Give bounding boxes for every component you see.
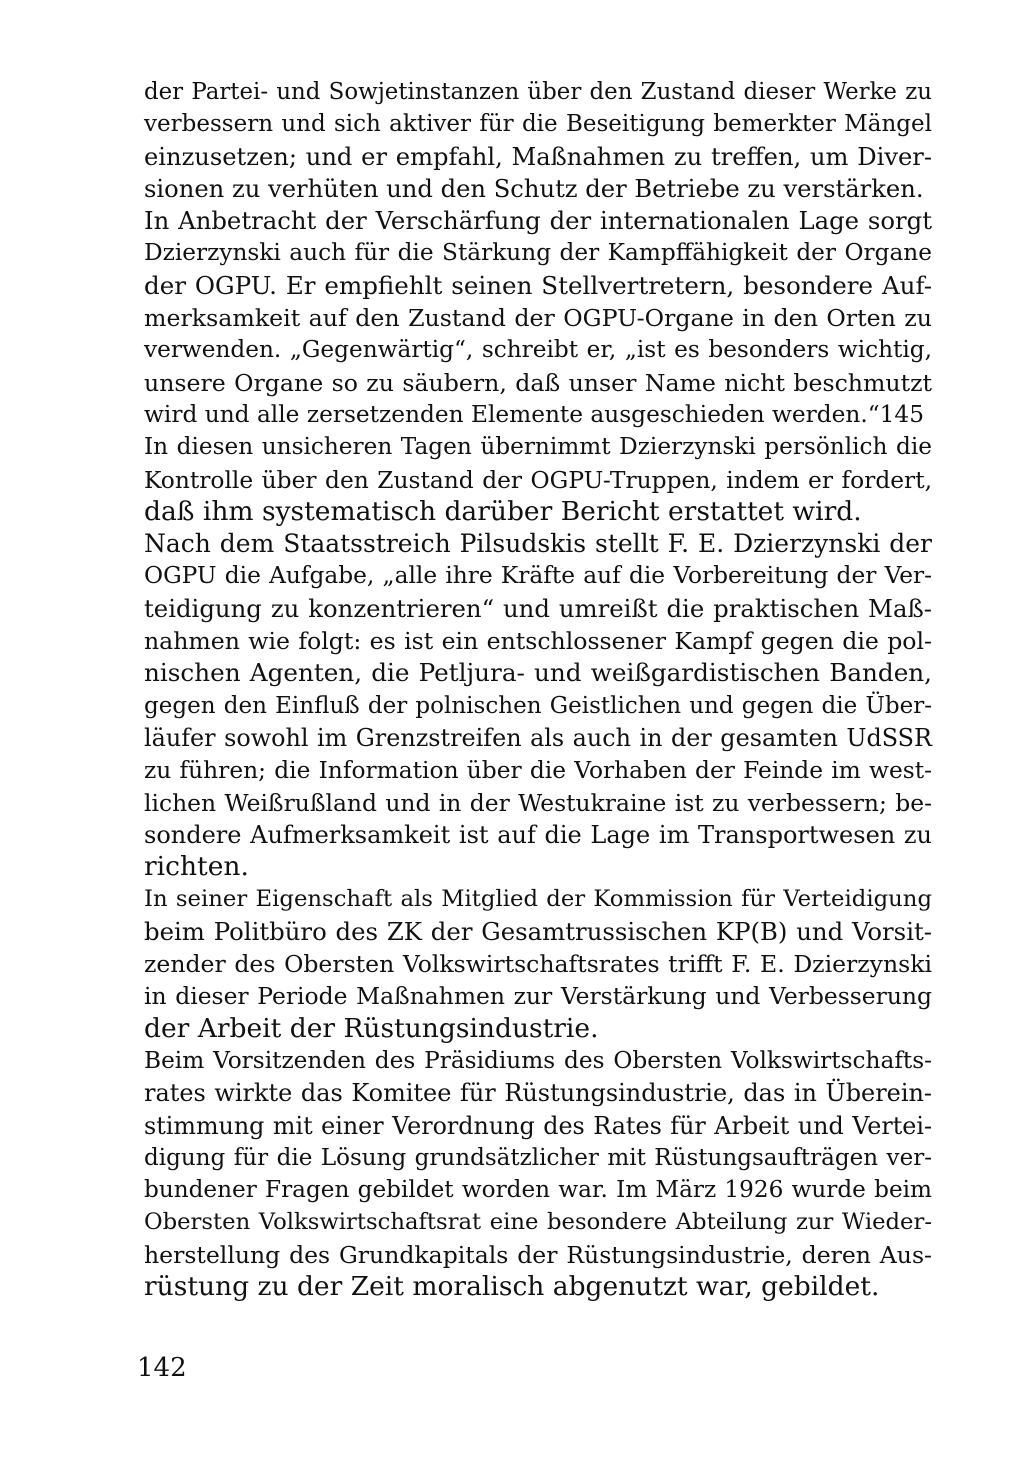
text-line: nahmen wie folgt: es ist ein entschlossener Kampf gegen die pol-	[144, 627, 932, 656]
text-line: digung für die Lösung grundsätzlicher mit Rüstungsaufträgen ver-	[144, 1144, 932, 1171]
text-line: zender des Obersten Volkswirtschaftsrates trifft F. E. Dzierzynski	[144, 950, 932, 979]
text-line: Kontrolle über den Zustand der OGPU-Truppen, indem er fordert,	[144, 465, 932, 494]
text-line: Nach dem Staatsstreich Pilsudskis stellt F. E. Dzierzynski der	[144, 529, 932, 559]
text-line: nischen Agenten, die Petljura- und weißgardistischen Banden,	[144, 658, 932, 688]
text-line: in dieser Periode Maßnahmen zur Verstärkung und Verbesserung	[144, 982, 932, 1011]
text-line: Dzierzynski auch für die Stärkung der Kampffähigkeit der Organe	[144, 239, 932, 267]
text-line: Obersten Volkswirtschaftsrat eine besondere Abteilung zur Wieder-	[144, 1209, 932, 1236]
text-line: verbessern und sich aktiver für die Beseitigung bemerkter Mängel	[144, 111, 932, 138]
text-line: lichen Weißrußland und in der Westukraine ist zu verbessern; be-	[144, 788, 932, 817]
text-line: zu führen; die Information über die Vorhaben der Feinde im west-	[144, 756, 932, 785]
text-line: rüstung zu der Zeit moralisch abgenutzt war, gebildet.	[144, 1270, 880, 1302]
body-text	[144, 76, 932, 1303]
text-line: wird und alle zersetzenden Elemente ausgeschieden werden.“145	[144, 400, 924, 428]
text-line: teidigung zu konzentrieren“ und umreißt die praktischen Maß-	[144, 593, 932, 623]
text-line: sondere Aufmerksamkeit ist auf die Lage im Transportwesen zu	[144, 820, 932, 849]
text-line: unsere Organe so zu säubern, daß unser Name nicht beschmutzt	[144, 368, 932, 397]
text-line: der OGPU. Er empfiehlt seinen Stellvertretern, besondere Auf-	[144, 270, 932, 300]
text-line: In Anbetracht der Verschärfung der internationalen Lage sorgt	[144, 206, 932, 236]
text-line: rates wirkte das Komitee für Rüstungsindustrie, das in Überein-	[144, 1079, 932, 1108]
text-line: gegen den Einfluß der polnischen Geistlichen und gegen die Über-	[144, 692, 932, 719]
text-line: OGPU die Aufgabe, „alle ihre Kräfte auf die Vorbereitung der Ver-	[144, 562, 932, 590]
text-line: merksamkeit auf den Zustand der OGPU-Organe in den Orten zu	[144, 304, 932, 333]
text-line: In seiner Eigenschaft als Mitglied der Kommission für Verteidigung	[144, 886, 932, 913]
text-line: sionen zu verhüten und den Schutz der Betriebe zu verstärken.	[144, 174, 924, 203]
text-line: der Arbeit der Rüstungsindustrie.	[144, 1012, 599, 1044]
text-line: der Partei- und Sowjetinstanzen über den Zustand dieser Werke zu	[144, 79, 932, 105]
text-line: stimmung mit einer Verordnung des Rates für Arbeit und Vertei-	[144, 1111, 932, 1140]
page-number: 142	[137, 1353, 187, 1383]
text-line: läufer sowohl im Grenzstreifen als auch in der gesamten UdSSR	[144, 723, 932, 752]
text-line: richten.	[144, 851, 249, 883]
text-line: bundener Fragen gebildet worden war. Im März 1926 wurde beim	[144, 1177, 932, 1204]
text-line: verwenden. „Gegenwärtig“, schreibt er, „ist es besonders wichtig,	[144, 336, 932, 364]
text-line: In diesen unsicheren Tagen übernimmt Dzierzynski persönlich die	[144, 433, 932, 461]
text-line: einzusetzen; und er empfahl, Maßnahmen zu treffen, um Diver-	[144, 142, 932, 171]
text-line: daß ihm systematisch darüber Bericht erstattet wird.	[144, 495, 862, 527]
text-line: herstellung des Grundkapitals der Rüstungsindustrie, deren Aus-	[144, 1240, 932, 1269]
text-line: Beim Vorsitzenden des Präsidiums des Obersten Volkswirtschafts-	[144, 1046, 932, 1074]
text-line: beim Politbüro des ZK der Gesamtrussischen KP(B) und Vorsit-	[144, 916, 932, 946]
